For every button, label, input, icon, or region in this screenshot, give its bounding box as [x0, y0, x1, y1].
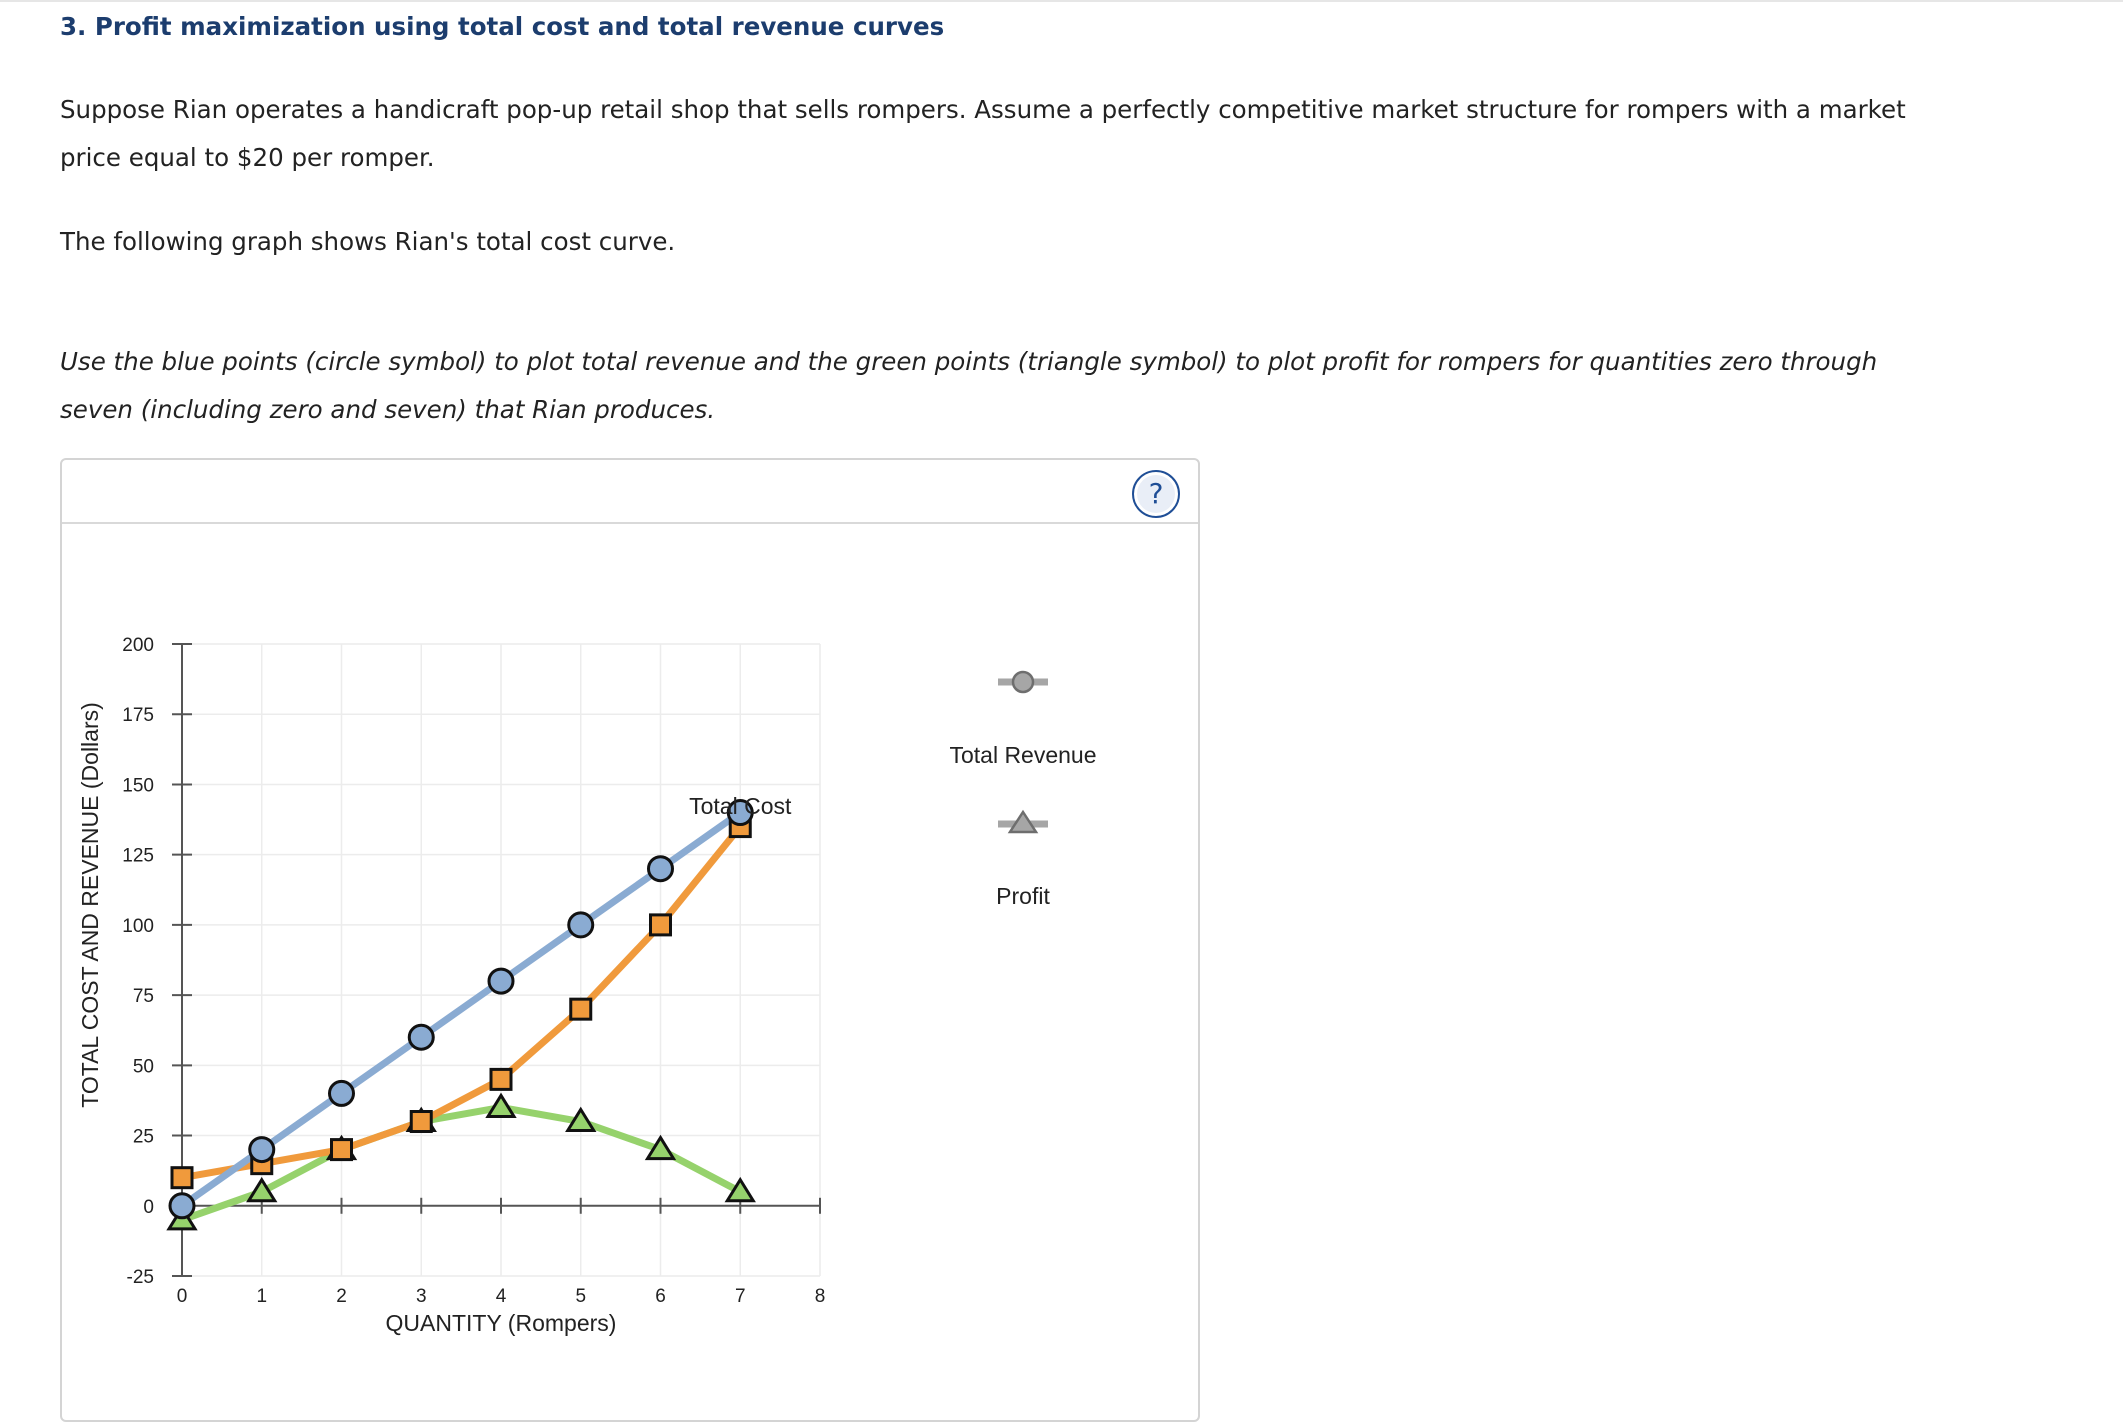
total-revenue-point[interactable]	[330, 1081, 354, 1105]
legend	[949, 672, 1096, 909]
total-revenue-point[interactable]	[569, 913, 593, 937]
y-tick-label: -25	[126, 1267, 154, 1288]
y-tick-label: 0	[143, 1196, 154, 1218]
instruction-text: Use the blue points (circle symbol) to plot total revenue and the green points (triangle symbol) to plot profit for rompers for quantities zero through seven (including zero and seven) that Rian produces.	[60, 347, 1878, 424]
x-tick-label: 2	[336, 1286, 347, 1307]
y-tick-label: 200	[122, 635, 154, 656]
graph-intro-text: The following graph shows Rian's total cost curve.	[60, 227, 676, 256]
y-tick-label: 125	[122, 845, 154, 867]
x-axis-title: QUANTITY (Rompers)	[385, 1310, 617, 1336]
help-icon: ?	[1148, 477, 1164, 510]
legend-profit-label: Profit	[996, 883, 1050, 909]
y-tick-label: 175	[122, 705, 154, 727]
legend-profit-tool[interactable]	[998, 812, 1048, 832]
y-tick-label: 50	[132, 1056, 154, 1078]
y-tick-label: 100	[122, 915, 154, 937]
total-cost-point	[651, 915, 671, 935]
top-divider	[0, 0, 2123, 8]
x-tick-label: 8	[814, 1286, 826, 1307]
question-paragraph: Suppose Rian operates a handicraft pop-up retail shop that sells rompers. Assume a perfectly competitive market structure for rompers with a market price equal to $20 per romper.	[60, 95, 1906, 172]
y-tick-label: 25	[132, 1126, 154, 1148]
total-cost-point	[172, 1168, 192, 1188]
x-tick-label: 7	[734, 1286, 746, 1307]
chart	[62, 460, 1198, 1420]
graph-panel	[60, 458, 1200, 1422]
x-tick-label: 0	[176, 1286, 188, 1307]
y-axis-title: TOTAL COST AND REVENUE (Dollars)	[77, 702, 103, 1108]
total-cost-label: Total Cost	[689, 793, 792, 820]
y-tick-label: 75	[132, 986, 154, 1008]
legend-total-revenue-label: Total Revenue	[949, 742, 1097, 768]
series-markers	[169, 801, 753, 1229]
circle-marker-icon	[1013, 672, 1033, 692]
y-tick-label: 150	[122, 775, 154, 797]
total-cost-point	[491, 1069, 511, 1089]
total-cost-point	[332, 1140, 352, 1160]
total-revenue-point[interactable]	[170, 1194, 194, 1218]
total-revenue-point[interactable]	[649, 857, 673, 881]
legend-total-revenue-tool[interactable]	[998, 672, 1048, 692]
x-tick-label: 3	[415, 1286, 427, 1307]
total-revenue-point[interactable]	[409, 1025, 433, 1049]
total-revenue-point[interactable]	[250, 1138, 274, 1162]
x-tick-label: 5	[575, 1286, 587, 1307]
x-tick-label: 1	[256, 1286, 268, 1307]
total-revenue-point[interactable]	[489, 969, 513, 993]
x-tick-label: 4	[495, 1286, 507, 1307]
total-cost-point	[571, 999, 591, 1019]
x-tick-label: 6	[655, 1286, 666, 1307]
total-cost-point	[411, 1112, 431, 1132]
question-title: 3. Profit maximization using total cost and total revenue curves	[60, 12, 945, 41]
